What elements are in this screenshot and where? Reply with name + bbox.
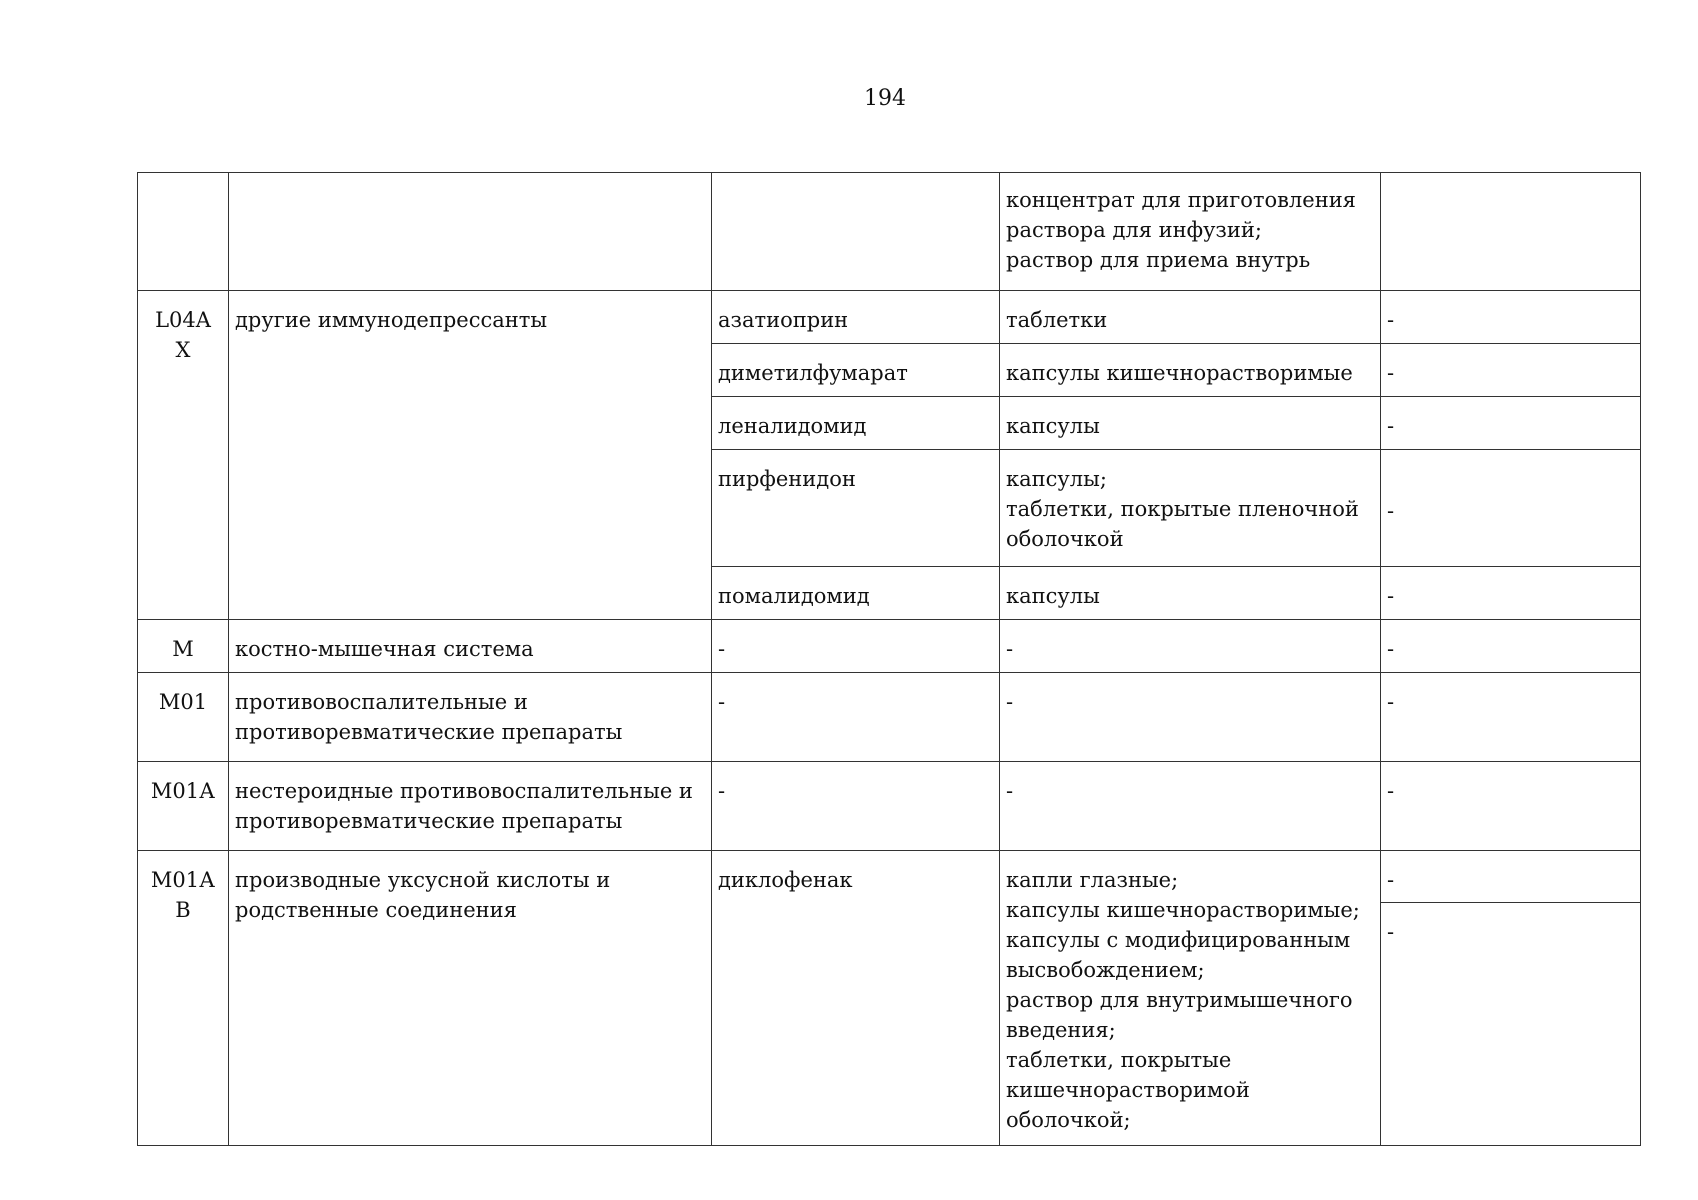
drug-cell: - — [712, 762, 1000, 851]
form-cell: капли глазные; капсулы кишечнорастворимые; капсулы с модифицированным высвобождением; раствор для внутримышечного введения; таблетки, покрытые кишечнорастворимой оболочкой; — [1000, 851, 1381, 1146]
form-cell: - — [1000, 620, 1381, 673]
extra-cell: - — [1381, 903, 1641, 1146]
drug-cell: помалидомид — [712, 567, 1000, 620]
code-cell: М01 — [138, 673, 229, 762]
drug-cell: диклофенак — [712, 851, 1000, 1146]
form-cell: капсулы; таблетки, покрытые пленочной оболочкой — [1000, 450, 1381, 567]
drug-table-container — [137, 172, 1641, 1146]
table-row — [138, 291, 1641, 344]
extra-cell: - — [1381, 762, 1641, 851]
drug-table — [137, 172, 1641, 1146]
form-cell: концентрат для приготовления раствора для инфузий; раствор для приема внутрь — [1000, 173, 1381, 291]
form-cell: капсулы — [1000, 397, 1381, 450]
extra-cell: - — [1381, 291, 1641, 344]
code-cell: М01А — [138, 762, 229, 851]
extra-cell: - — [1381, 567, 1641, 620]
form-cell: таблетки — [1000, 291, 1381, 344]
table-row — [138, 673, 1641, 762]
form-cell: - — [1000, 673, 1381, 762]
group-cell: нестероидные противовоспалительные и противоревматические препараты — [229, 762, 712, 851]
extra-cell: - — [1381, 851, 1641, 903]
table-row — [138, 620, 1641, 673]
extra-cell: - — [1381, 397, 1641, 450]
form-cell: капсулы кишечнорастворимые — [1000, 344, 1381, 397]
code-cell — [138, 173, 229, 291]
page-number: 194 — [864, 86, 906, 111]
extra-cell: - — [1381, 620, 1641, 673]
code-cell: L04A X — [138, 291, 229, 620]
group-cell: противовоспалительные и противоревматические препараты — [229, 673, 712, 762]
table-row — [138, 173, 1641, 291]
drug-cell: диметилфумарат — [712, 344, 1000, 397]
drug-cell: - — [712, 620, 1000, 673]
group-cell: другие иммунодепрессанты — [229, 291, 712, 620]
extra-cell: - — [1381, 450, 1641, 567]
drug-cell: леналидомид — [712, 397, 1000, 450]
drug-cell — [712, 173, 1000, 291]
code-cell: М — [138, 620, 229, 673]
table-row — [138, 851, 1641, 903]
form-cell: - — [1000, 762, 1381, 851]
form-cell: капсулы — [1000, 567, 1381, 620]
drug-cell: - — [712, 673, 1000, 762]
drug-cell: азатиоприн — [712, 291, 1000, 344]
group-cell: производные уксусной кислоты и родственные соединения — [229, 851, 712, 1146]
code-cell: М01А В — [138, 851, 229, 1146]
extra-cell — [1381, 173, 1641, 291]
table-row — [138, 762, 1641, 851]
extra-cell: - — [1381, 673, 1641, 762]
extra-cell: - — [1381, 344, 1641, 397]
group-cell — [229, 173, 712, 291]
group-cell: костно-мышечная система — [229, 620, 712, 673]
drug-cell: пирфенидон — [712, 450, 1000, 567]
